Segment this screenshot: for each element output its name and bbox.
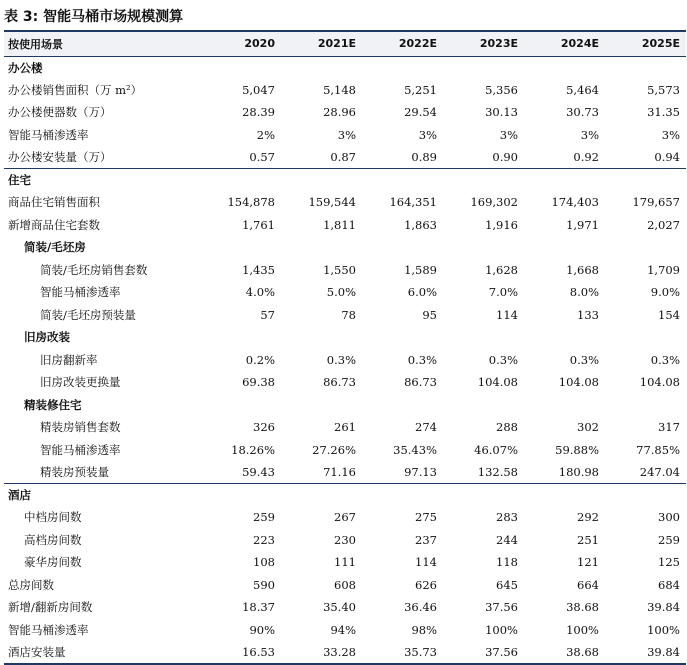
cell-value: 159,544 [308,195,356,210]
cell-value [605,326,686,349]
cell-value: 30.73 [566,105,599,120]
cell-value: 247.04 [639,465,680,479]
table-row [4,124,686,147]
cell-value: 1,550 [323,262,356,277]
row-label: 旧房改装更换量 [40,375,121,390]
cell-value: 0.3% [650,352,680,367]
cell-value: 326 [253,420,275,435]
cell-value: 108 [253,555,275,570]
cell-value: 31.35 [647,105,680,120]
row-label: 旧房翻新率 [40,352,98,367]
cell-value [200,484,281,507]
header-row [4,31,686,56]
row-label: 商品住宅销售面积 [8,195,100,210]
table-row [4,191,686,214]
cell-value [605,56,686,79]
cell-value [443,169,524,192]
table-row [4,146,686,169]
row-label: 办公楼 [8,60,43,75]
cell-value: 0.2% [245,352,275,367]
cell-value [443,236,524,259]
cell-value: 6.0% [407,285,437,300]
row-label: 豪华房间数 [24,555,82,570]
cell-value: 274 [415,420,437,435]
cell-value: 86.73 [323,375,356,390]
cell-value: 5,148 [323,82,356,97]
cell-value: 69.38 [242,375,275,390]
cell-value: 1,668 [566,262,599,277]
table-row [4,214,686,237]
cell-value: 0.3% [326,352,356,367]
cell-value: 3% [418,127,437,142]
cell-value [524,394,605,417]
cell-value: 71.16 [323,465,356,479]
cell-value [200,169,281,192]
cell-value: 154 [658,307,680,322]
cell-value [524,326,605,349]
cell-value: 35.40 [323,600,356,615]
cell-value: 608 [334,577,356,592]
cell-value: 5,356 [485,82,518,97]
cell-value: 46.07% [474,442,518,457]
cell-value: 0.89 [411,150,437,164]
cell-value: 302 [577,420,599,435]
cell-value: 125 [658,555,680,570]
cell-value: 38.68 [566,644,599,659]
cell-value [362,326,443,349]
cell-value [524,169,605,192]
cell-value: 3% [499,127,518,142]
cell-value: 2% [256,127,275,142]
cell-value: 86.73 [404,375,437,390]
row-label: 办公楼便器数（万） [8,105,112,120]
cell-value: 1,971 [566,217,599,232]
cell-value [200,326,281,349]
cell-value: 27.26% [312,442,356,457]
table-body [4,56,686,664]
cell-value: 169,302 [470,195,518,210]
cell-value: 244 [496,532,518,547]
cell-value [362,169,443,192]
cell-value: 230 [334,532,356,547]
table-row [4,641,686,664]
cell-value [605,394,686,417]
cell-value: 132.58 [477,465,518,479]
cell-value: 1,589 [404,262,437,277]
row-label: 旧房改装 [24,330,70,345]
table-row [4,551,686,574]
cell-value: 1,709 [647,262,680,277]
cell-value: 179,657 [632,195,680,210]
cell-value: 1,761 [242,217,275,232]
table-row [4,461,686,484]
cell-value: 98% [411,622,437,637]
cell-value: 5.0% [326,285,356,300]
cell-value: 28.39 [242,105,275,120]
market-size-table [4,30,686,665]
subsection-row [4,394,686,417]
cell-value [200,394,281,417]
row-label: 简装/毛坯房销售套数 [40,262,148,277]
header-year: 2024E [560,37,599,51]
cell-value: 3% [580,127,599,142]
cell-value: 1,916 [485,217,518,232]
header-year: 2022E [398,37,437,51]
table-row [4,529,686,552]
row-label: 中档房间数 [24,510,82,525]
cell-value: 164,351 [389,195,437,210]
row-label: 办公楼安装量（万） [8,150,112,164]
cell-value: 0.3% [407,352,437,367]
cell-value: 1,435 [242,262,275,277]
cell-value: 267 [334,510,356,525]
cell-value: 664 [577,577,599,592]
cell-value [524,56,605,79]
cell-value: 114 [496,307,518,322]
cell-value: 3% [661,127,680,142]
cell-value: 5,464 [566,82,599,97]
row-label: 住宅 [8,173,31,187]
cell-value [443,326,524,349]
cell-value: 8.0% [569,285,599,300]
cell-value: 300 [658,510,680,525]
cell-value: 2,027 [647,217,680,232]
cell-value: 645 [496,577,518,592]
cell-value: 261 [334,420,356,435]
cell-value: 0.57 [249,150,275,164]
cell-value: 259 [658,532,680,547]
row-label: 酒店安装量 [8,644,66,659]
cell-value: 259 [253,510,275,525]
row-label: 新增/翻新房间数 [8,600,93,615]
section-row [4,484,686,507]
cell-value: 590 [253,577,275,592]
table-row [4,596,686,619]
cell-value: 133 [577,307,599,322]
cell-value: 1,863 [404,217,437,232]
cell-value [362,56,443,79]
cell-value [524,484,605,507]
cell-value: 174,403 [551,195,599,210]
row-label: 新增商品住宅套数 [8,217,100,232]
row-label: 智能马桶渗透率 [8,622,89,637]
cell-value: 97.13 [404,465,437,479]
table-row [4,574,686,597]
cell-value: 38.68 [566,600,599,615]
table-row [4,349,686,372]
cell-value: 118 [496,555,518,570]
table-row [4,416,686,439]
cell-value [200,56,281,79]
cell-value: 36.46 [404,600,437,615]
cell-value: 77.85% [636,442,680,457]
row-label: 智能马桶渗透率 [40,285,121,300]
cell-value [362,394,443,417]
cell-value [605,236,686,259]
header-year: 2023E [479,37,518,51]
cell-value: 251 [577,532,599,547]
cell-value [281,394,362,417]
header-scenario: 按使用场景 [8,37,63,51]
row-label: 精装房预装量 [40,465,109,479]
cell-value: 317 [658,420,680,435]
cell-value: 100% [485,622,518,637]
cell-value: 33.28 [323,644,356,659]
table-row [4,79,686,102]
cell-value: 57 [260,307,275,322]
table-row [4,619,686,642]
cell-value: 223 [253,532,275,547]
cell-value [605,484,686,507]
cell-value: 35.43% [393,442,437,457]
cell-value: 275 [415,510,437,525]
cell-value: 111 [334,555,356,570]
cell-value: 95 [422,307,437,322]
cell-value: 100% [647,622,680,637]
cell-value: 104.08 [639,375,680,390]
row-label: 精装修住宅 [24,397,82,412]
table-row [4,259,686,282]
row-label: 智能马桶渗透率 [8,127,89,142]
cell-value: 18.26% [231,442,275,457]
cell-value: 3% [337,127,356,142]
row-label: 酒店 [8,488,31,502]
cell-value: 0.92 [573,150,599,164]
cell-value: 37.56 [485,644,518,659]
cell-value: 39.84 [647,644,680,659]
cell-value: 0.90 [492,150,518,164]
cell-value [605,169,686,192]
cell-value: 7.0% [488,285,518,300]
cell-value: 29.54 [404,105,437,120]
cell-value: 5,573 [647,82,680,97]
cell-value: 121 [577,555,599,570]
cell-value [281,326,362,349]
cell-value: 100% [566,622,599,637]
cell-value: 104.08 [558,375,599,390]
row-label: 简装/毛坯房 [24,240,86,255]
cell-value: 0.87 [330,150,356,164]
cell-value: 154,878 [227,195,275,210]
cell-value: 0.3% [569,352,599,367]
cell-value: 5,251 [404,82,437,97]
cell-value: 1,811 [323,217,356,232]
table-row [4,101,686,124]
cell-value [362,236,443,259]
table-row [4,281,686,304]
cell-value: 4.0% [245,285,275,300]
cell-value [281,56,362,79]
cell-value: 0.94 [654,150,680,164]
cell-value: 5,047 [242,82,275,97]
header-year: 2020 [244,37,275,51]
header-year: 2025E [641,37,680,51]
cell-value [281,236,362,259]
table-row [4,304,686,327]
cell-value: 18.37 [242,600,275,615]
cell-value [443,394,524,417]
cell-value: 104.08 [477,375,518,390]
cell-value: 292 [577,510,599,525]
cell-value: 30.13 [485,105,518,120]
section-row [4,56,686,79]
table-row [4,439,686,462]
subsection-row [4,326,686,349]
row-label: 精装房销售套数 [40,420,121,435]
table-row [4,506,686,529]
cell-value [443,56,524,79]
cell-value: 39.84 [647,600,680,615]
cell-value [443,484,524,507]
cell-value: 1,628 [485,262,518,277]
cell-value: 626 [415,577,437,592]
cell-value [200,236,281,259]
cell-value [281,169,362,192]
cell-value: 78 [341,307,356,322]
row-label: 智能马桶渗透率 [40,442,121,457]
cell-value: 684 [658,577,680,592]
cell-value: 59.43 [242,465,275,479]
cell-value: 35.73 [404,644,437,659]
row-label: 总房间数 [8,577,54,592]
row-label: 办公楼销售面积（万 m²） [8,82,143,97]
cell-value: 9.0% [650,285,680,300]
table-row [4,371,686,394]
cell-value: 283 [496,510,518,525]
cell-value: 0.3% [488,352,518,367]
cell-value: 94% [330,622,356,637]
cell-value [281,484,362,507]
cell-value: 288 [496,420,518,435]
cell-value: 59.88% [555,442,599,457]
cell-value [362,484,443,507]
cell-value: 37.56 [485,600,518,615]
cell-value: 180.98 [558,465,599,479]
header-year: 2021E [317,37,356,51]
cell-value: 16.53 [242,644,275,659]
cell-value: 114 [415,555,437,570]
subsection-row [4,236,686,259]
cell-value [524,236,605,259]
section-row [4,169,686,192]
cell-value: 237 [415,532,437,547]
table-title: 表 3: 智能马桶市场规模测算 [4,9,184,25]
cell-value: 28.96 [323,105,356,120]
cell-value: 90% [249,622,275,637]
row-label: 简装/毛坯房预装量 [40,307,136,322]
row-label: 高档房间数 [24,532,82,547]
